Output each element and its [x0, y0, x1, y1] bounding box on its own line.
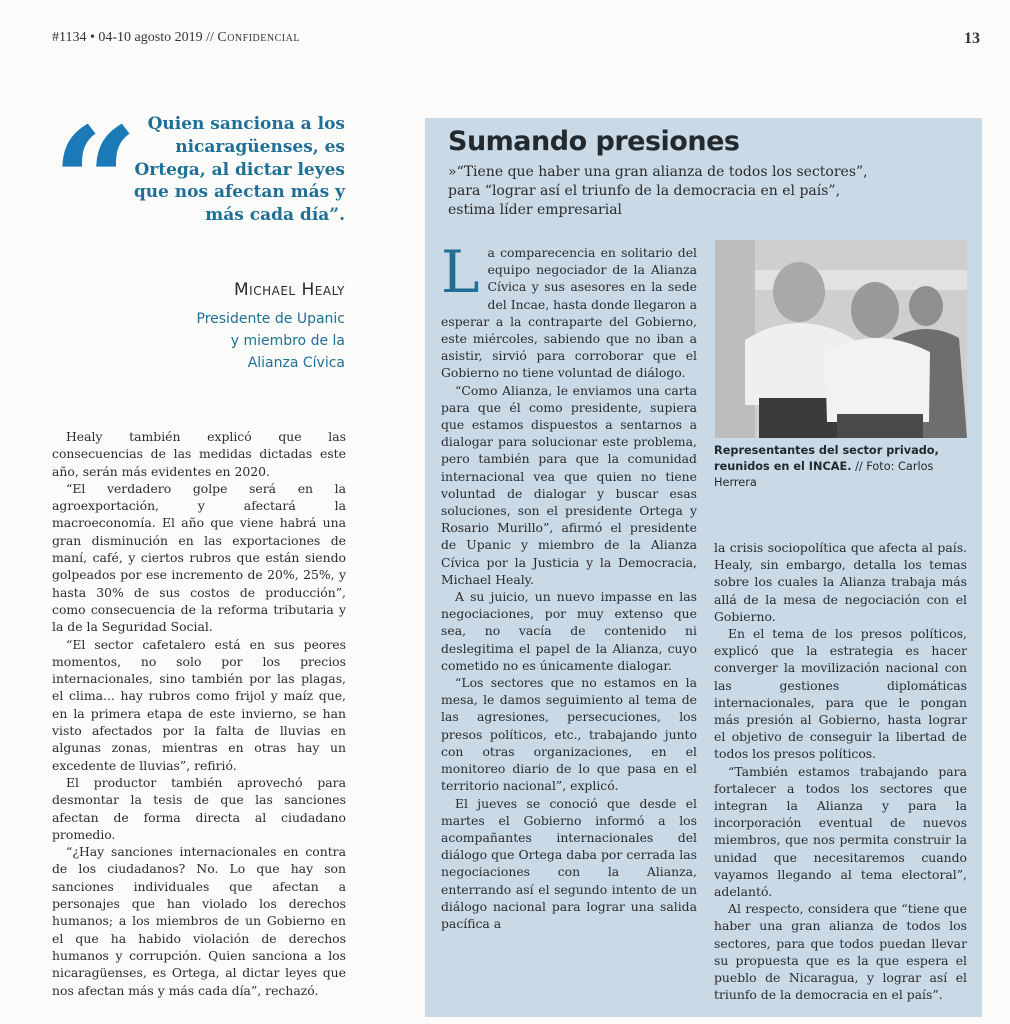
sidebar-deck: »“Tiene que haber una gran alianza de todos los sectores”, para “lograr así el triunfo de la democracia en el país”, estima líder empresarial — [448, 164, 868, 218]
paragraph: A su juicio, un nuevo impasse en las negociaciones, por muy extenso que sea, no vacía de contenido ni deslegitima el papel de la Alianza, cuyo cometido no es únicamente dialogar. — [441, 589, 697, 673]
sidebar-title: Sumando presiones — [448, 126, 740, 157]
paragraph: “¿Hay sanciones internacionales en contra de los ciudadanos? No. Lo que hay son sanciones individuales que afectan a personajes que han violado los derechos humanos; a los miembros de un Gobierno en el que ha habido violación de derechos humanos y corrupción. Quien sanciona a los nicaragüenses, es Ortega, al dictar leyes que nos afectan más y más cada día”, rechazó. — [52, 844, 346, 998]
paragraph: “Los sectores que no estamos en la mesa, le damos seguimiento al tema de las agresiones, persecuciones, los presos políticos, etc., trabajando junto con otras organizaciones, en el monitoreo diario de lo que pasa en el territorio nacional”, explicó. — [441, 675, 697, 794]
paragraph: El jueves se conoció que desde el martes el Gobierno informó a los acompañantes internacionales del diálogo que Ortega daba por cerrada las negociaciones con la Alianza, enterrando así el segundo intento de un diálogo nacional para lograr una salida pacífica a — [441, 795, 697, 931]
quote-author: Michael Healy — [234, 280, 345, 300]
photo-illustration — [715, 240, 967, 438]
role-line: Alianza Cívica — [247, 355, 345, 371]
paragraph: Al respecto, considera que “tiene que haber una gran alianza de todos los sectores, para que todos puedan llevar su propuesta que es la que espera el pueblo de Nicaragua, y lograr así el triunfo de la democracia en el país”. — [714, 901, 967, 1003]
news-photo — [715, 240, 967, 438]
issue-date: #1134 • 04-10 agosto 2019 // — [52, 30, 218, 45]
sidebar-column-2 — [714, 539, 967, 1003]
paragraph: la crisis sociopolítica que afecta al país. Healy, sin embargo, detalla los temas sobre los cuales la Alianza trabaja más allá de la mesa de negociación con el Gobierno. — [714, 540, 967, 624]
open-quote-icon: “ — [52, 95, 131, 271]
role-line: Presidente de Upanic — [196, 311, 345, 327]
photo-caption — [714, 443, 967, 491]
quote-author-role — [130, 308, 345, 374]
pull-quote-text: Quien sanciona a los nicaragüenses, es Ortega, al dictar leyes que nos afectan más y más cada día”. — [133, 114, 345, 226]
left-column-body — [52, 428, 346, 999]
page-header — [52, 30, 300, 46]
publication-name: Confidencial — [217, 30, 300, 45]
page-number: 13 — [964, 30, 980, 47]
paragraph-text: a comparecencia en solitario del equipo negociador de la Alianza Cívica y sus asesores en la sede del Incae, hasta donde llegaron a esperar a la contraparte del Gobierno, este miércoles, sabiendo que no iban a asistir, sirvió para corroborar que el Gobierno no tiene voluntad de diálogo. — [441, 245, 697, 381]
paragraph: “Como Alianza, le enviamos una carta para que él como presidente, supiera que estamos dispuestos a sentarnos a dialogar para solucionar este problema, pero también para que la comunidad internacional vea que quien no tiene voluntad de dialogar y buscar esas soluciones, son el presidente Ortega y Rosario Murillo”, afirmó el presidente de Upanic y miembro de la Alianza Cívica por la Justicia y la Democracia, Michael Healy. — [441, 382, 697, 587]
paragraph: Healy también explicó que las consecuencias de las medidas dictadas este año, serán más evidentes en 2020. — [52, 429, 346, 479]
role-line: y miembro de la — [230, 333, 345, 349]
dropcap: L — [441, 238, 480, 306]
paragraph: En el tema de los presos políticos, explicó que la estrategia es hacer converger la movilización nacional con las gestiones diplomáticas internacionales, para que le pongan más presión al Gobierno, hasta lograr el objetivo de conseguir la libertad de todos los presos políticos. — [714, 626, 967, 762]
first-paragraph — [441, 238, 697, 382]
caption-text: Representantes del sector privado, reunidos en el INCAE. — [714, 444, 939, 473]
paragraph: “El sector cafetalero está en sus peores momentos, no solo por los precios internacionales, sino también por las plagas, el clima... hay rubros como frijol y maíz que, en la primera etapa de este invierno, se han visto afectados por la falta de lluvias en algunas zonas, mientras en otras hay un excedente de lluvias”, refirió. — [52, 636, 346, 773]
paragraph: El productor también aprovechó para desmontar la tesis de que las sanciones afectan de forma directa al ciudadano promedio. — [52, 774, 346, 842]
paragraph: “También estamos trabajando para fortalecer a todos los sectores que integran la Alianza y para la incorporación eventual de nuevos miembros, que nos permita construir la unidad que necesitaremos cuando vayamos llegando al tema electoral”, adelantó. — [714, 763, 967, 900]
paragraph: “El verdadero golpe será en la agroexportación, y afectará la macroeconomía. El año que viene habrá una gran disminución en las exportaciones de maní, café, y ciertos rubros que están siendo golpeados por ese incremento de 20%, 25%, y hasta 30% de sus costos de producción”, como consecuencia de la reforma tributaria y la de la Seguridad Social. — [52, 480, 346, 635]
sidebar-column-1 — [441, 238, 697, 932]
photo-credit: // Foto: Carlos Herrera — [714, 460, 934, 489]
